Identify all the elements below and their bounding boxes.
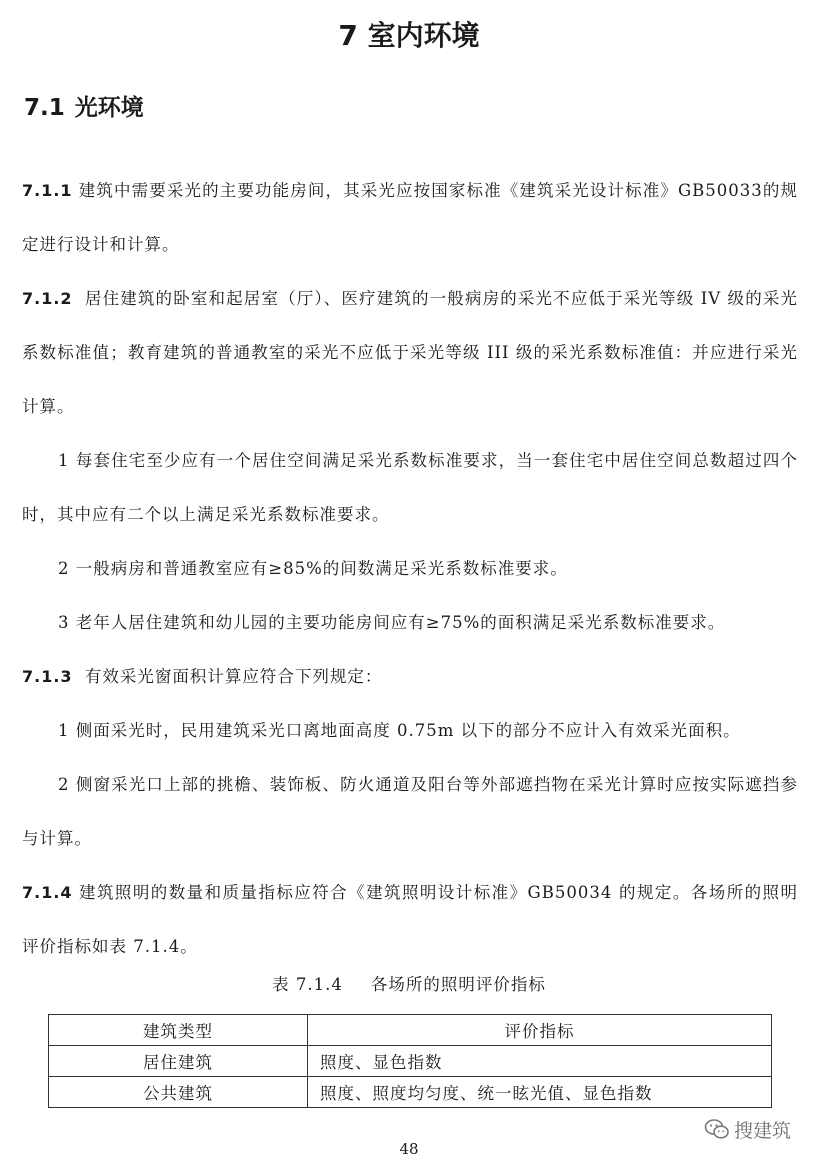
column-header-evaluation-metrics: 评价指标: [308, 1015, 772, 1046]
clause-7-1-4: [22, 866, 798, 974]
clause-number: 7.1.4: [22, 883, 73, 902]
cell-metrics: 照度、显色指数: [308, 1046, 772, 1077]
list-item: 1 侧面采光时，民用建筑采光口离地面高度 0.75m 以下的部分不应计入有效采光面积。: [58, 721, 741, 740]
list-item: 3 老年人居住建筑和幼儿园的主要功能房间应有≥75%的面积满足采光系数标准要求。: [58, 613, 726, 632]
table-row: [49, 1046, 772, 1077]
clause-text: 居住建筑的卧室和起居室（厅）、医疗建筑的一般病房的采光不应低于采光等级 IV 级的采光系数标准值；教育建筑的普通教室的采光不应低于采光等级 III 级的采光系数标准值：并应进行采光计算。: [22, 289, 798, 416]
clause-7-1-2: [22, 272, 798, 434]
table-header-row: [49, 1015, 772, 1046]
clause-7-1-3: [22, 650, 798, 704]
list-item: 2 一般病房和普通教室应有≥85%的间数满足采光系数标准要求。: [58, 559, 568, 578]
chapter-title: [0, 14, 818, 58]
clause-text: 建筑中需要采光的主要功能房间，其采光应按国家标准《建筑采光设计标准》GB50033的规定进行设计和计算。: [22, 181, 798, 254]
watermark: [704, 1114, 791, 1144]
clause-text: 建筑照明的数量和质量指标应符合《建筑照明设计标准》GB50034 的规定。各场所的照明评价指标如表 7.1.4。: [22, 883, 798, 956]
chapter-number: 7: [338, 19, 358, 52]
wechat-icon: [704, 1116, 730, 1142]
page-number: 48: [399, 1140, 419, 1158]
section-number: 7.1: [24, 95, 65, 121]
watermark-text: 搜建筑: [734, 1119, 792, 1142]
list-item: 1 每套住宅至少应有一个居住空间满足采光系数标准要求，当一套住宅中居住空间总数超过四个时，其中应有二个以上满足采光系数标准要求。: [22, 451, 798, 524]
clause-number: 7.1.3: [22, 667, 73, 686]
clause-7-1-1: [22, 164, 798, 272]
lighting-evaluation-table: [48, 1014, 772, 1108]
chapter-title-text: 室内环境: [367, 19, 480, 52]
list-item: 2 侧窗采光口上部的挑檐、装饰板、防火通道及阳台等外部遮挡物在采光计算时应按实际遮挡参与计算。: [22, 775, 798, 848]
section-title-text: 光环境: [74, 95, 144, 121]
clause-number: 7.1.2: [22, 289, 73, 308]
cell-metrics: 照度、照度均匀度、统一眩光值、显色指数: [308, 1077, 772, 1108]
table-caption: [0, 968, 818, 1002]
clause-number: 7.1.1: [22, 181, 73, 200]
cell-building-type: 居住建筑: [49, 1046, 308, 1077]
section-title: [24, 88, 144, 128]
document-body: [22, 164, 798, 974]
table-row: [49, 1077, 772, 1108]
clause-text: 有效采光窗面积计算应符合下列规定：: [84, 667, 383, 686]
cell-building-type: 公共建筑: [49, 1077, 308, 1108]
table-caption-label: 表 7.1.4: [272, 975, 343, 994]
column-header-building-type: 建筑类型: [49, 1015, 308, 1046]
table-caption-title: 各场所的照明评价指标: [370, 975, 546, 994]
